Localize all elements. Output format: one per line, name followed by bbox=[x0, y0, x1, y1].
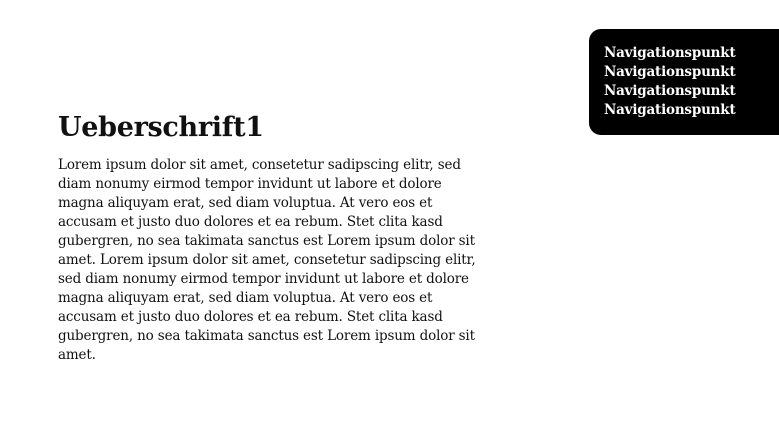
nav-item-4[interactable]: Navigationspunkt bbox=[604, 102, 736, 118]
navigation-menu bbox=[589, 29, 779, 135]
nav-item-3[interactable]: Navigationspunkt bbox=[604, 83, 736, 99]
nav-item-2[interactable]: Navigationspunkt bbox=[604, 64, 736, 80]
body-paragraph: Lorem ipsum dolor sit amet, consetetur sadipscing elitr, sed diam nonumy eirmod tempor invidunt ut labore et dolore magna aliquyam erat, sed diam voluptua. At vero eos et accusam et justo duo dolores et ea rebum. Stet clita kasd gubergren, no sea takimata sanctus est Lorem ipsum dolor sit amet. Lorem ipsum dolor sit amet, consetetur sadipscing elitr, sed diam nonumy eirmod tempor invidunt ut labore et dolore magna aliquyam erat, sed diam voluptua. At vero eos et accusam et justo duo dolores et ea rebum. Stet clita kasd gubergren, no sea takimata sanctus est Lorem ipsum dolor sit amet. bbox=[58, 157, 476, 363]
page-heading: Ueberschrift1 bbox=[58, 112, 264, 143]
nav-item-1[interactable]: Navigationspunkt bbox=[604, 45, 736, 61]
